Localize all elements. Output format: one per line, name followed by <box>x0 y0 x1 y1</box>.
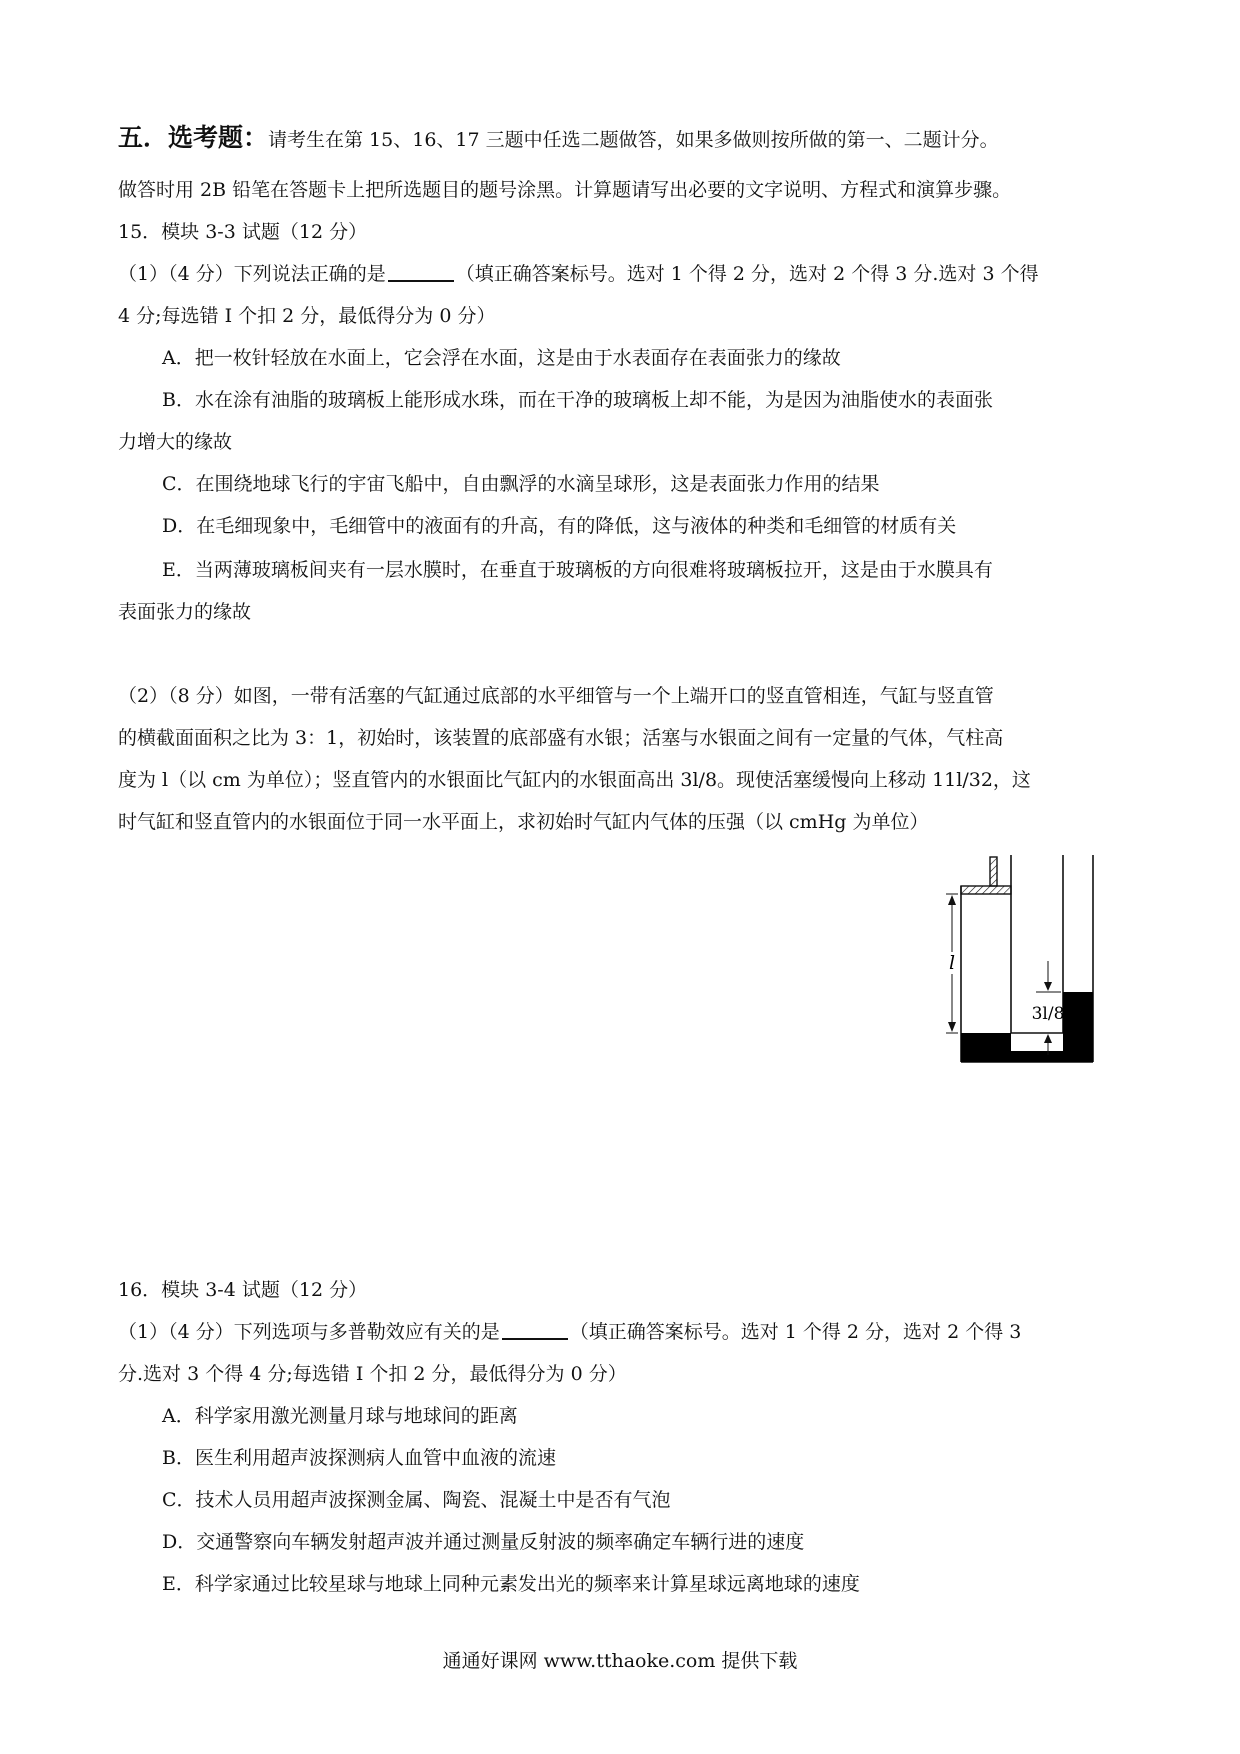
q16-option-b: B．医生利用超声波探测病人血管中血液的流速 <box>162 1447 556 1469</box>
arrow-down-icon <box>948 1022 956 1032</box>
label-3l8: 3l/8 <box>1031 1004 1065 1024</box>
q16-part1-stem: （1）（4 分）下列选项与多普勒效应有关的是 <box>118 1321 500 1343</box>
answer-blank <box>502 1318 568 1340</box>
cylinder-tube-diagram <box>950 855 1100 1070</box>
q15-part2-line-4: 时气缸和竖直管内的水银面位于同一水平面上，求初始时气缸内气体的压强（以 cmHg 为单位） <box>118 811 929 833</box>
mercury-cylinder <box>961 1033 1011 1062</box>
q16-part1-instructions: （填正确答案标号。选对 1 个得 2 分，选对 2 个得 3 <box>569 1321 1022 1343</box>
page-footer: 通通好课网 www.tthaoke.com 提供下载 <box>442 1650 798 1672</box>
mercury-tube <box>1063 992 1093 1062</box>
q16-option-c: C．技术人员用超声波探测金属、陶瓷、混凝土中是否有气泡 <box>162 1489 671 1511</box>
q15-part1-line-1 <box>118 260 1039 288</box>
q15-option-a: A．把一枚针轻放在水面上，它会浮在水面，这是由于水表面存在表面张力的缘故 <box>162 347 841 369</box>
answer-blank <box>388 260 454 282</box>
arrow-down-icon <box>1044 982 1052 991</box>
q15-option-e-line-1: E．当两薄玻璃板间夹有一层水膜时，在垂直于玻璃板的方向很难将玻璃板拉开，这是由于水膜具有 <box>162 559 993 581</box>
q16-part1-line-2: 分.选对 3 个得 4 分;每选错 I 个扣 2 分，最低得分为 0 分） <box>118 1363 627 1385</box>
q15-option-c: C．在围绕地球飞行的宇宙飞船中，自由飘浮的水滴呈球形，这是表面张力作用的结果 <box>162 473 880 495</box>
q16-option-a: A．科学家用激光测量月球与地球间的距离 <box>162 1405 518 1427</box>
q15-part2-line-3: 度为 l（以 cm 为单位）；竖直管内的水银面比气缸内的水银面高出 3l/8。现使活塞缓慢向上移动 11l/32，这 <box>118 769 1031 791</box>
q15-option-e-line-2: 表面张力的缘故 <box>118 601 252 623</box>
q15-part1-line-2: 4 分;每选错 I 个扣 2 分，最低得分为 0 分） <box>118 305 496 327</box>
q15-part1-instructions: （填正确答案标号。选对 1 个得 2 分，选对 2 个得 3 分.选对 3 个得 <box>455 263 1039 285</box>
arrow-up-icon <box>1044 1034 1052 1043</box>
mercury-pipe <box>1011 1051 1063 1062</box>
q16-title: 16．模块 3-4 试题（12 分） <box>118 1279 368 1301</box>
q16-option-e: E．科学家通过比较星球与地球上同种元素发出光的频率来计算星球远离地球的速度 <box>162 1573 860 1595</box>
piston-rod <box>990 857 997 886</box>
label-l: l <box>948 952 956 974</box>
q15-part2-line-1: （2）（8 分）如图，一带有活塞的气缸通过底部的水平细管与一个上端开口的竖直管相连，气缸与竖直管 <box>118 685 994 707</box>
q15-option-b-line-1: B．水在涂有油脂的玻璃板上能形成水珠，而在干净的玻璃板上却不能，为是因为油脂使水的表面张 <box>162 389 993 411</box>
section-heading: 五．选考题： <box>118 123 269 152</box>
q15-part2-line-2: 的横截面面积之比为 3：1，初始时，该装置的底部盛有水银；活塞与水银面之间有一定量的气体，气柱高 <box>118 727 1004 749</box>
q16-part1-line-1 <box>118 1318 1021 1346</box>
q15-part1-stem: （1）（4 分）下列说法正确的是 <box>118 263 386 285</box>
q15-option-b-line-2: 力增大的缘故 <box>118 431 233 453</box>
arrow-up-icon <box>948 895 956 905</box>
section-intro-text: 请考生在第 15、16、17 三题中任选二题做答，如果多做则按所做的第一、二题计分。 <box>268 129 999 151</box>
section-intro-line-2: 做答时用 2B 铅笔在答题卡上把所选题目的题号涂黑。计算题请写出必要的文字说明、方程式和演算步骤。 <box>118 179 1012 201</box>
q15-title: 15．模块 3-3 试题（12 分） <box>118 221 368 243</box>
section-intro-line-1 <box>118 124 999 154</box>
q16-option-d: D．交通警察向车辆发射超声波并通过测量反射波的频率确定车辆行进的速度 <box>162 1531 805 1553</box>
piston <box>961 886 1011 894</box>
q15-option-d: D．在毛细现象中，毛细管中的液面有的升高，有的降低，这与液体的种类和毛细管的材质有关 <box>162 515 957 537</box>
